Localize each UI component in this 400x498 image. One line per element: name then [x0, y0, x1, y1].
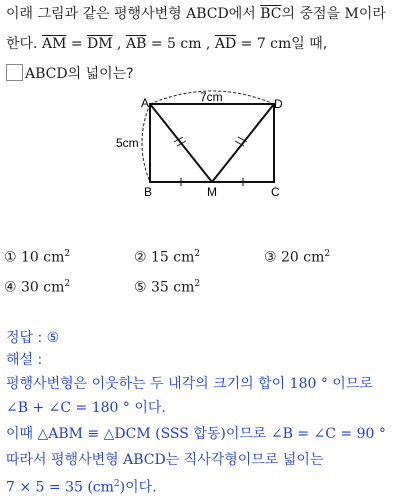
choice-value: 15 cm [151, 249, 195, 266]
explanation-line-1 [6, 374, 373, 394]
vertex-label-c: C [271, 185, 280, 199]
choice-1[interactable] [4, 244, 70, 268]
choice-value: 10 cm [21, 249, 65, 266]
rectangle-abcd [150, 104, 274, 182]
choice-number: ② [134, 249, 147, 266]
explanation-text: 이때 [6, 426, 38, 442]
segment-dm: $\overline{DM}$ [87, 36, 113, 52]
question-text: 이라 [358, 6, 386, 22]
choice-number: ⑤ [134, 279, 147, 296]
explanation-text: 이다. [125, 479, 157, 496]
question-text: 에서 [228, 6, 261, 22]
choice-number: ③ [264, 249, 277, 266]
explanation-line-3 [6, 424, 386, 444]
math-text: = 5 cm , [146, 36, 215, 52]
left-dimension-arc [142, 104, 150, 182]
segment-ab: $\overline{AB}$ [125, 36, 147, 52]
question-line-1 [6, 4, 386, 24]
math-text: ) [119, 479, 126, 496]
choice-value: 20 cm [281, 249, 325, 266]
answer-label: 정답 : ⑤ [6, 330, 60, 346]
explanation-text: 는 직사각형이므로 넓이는 [165, 452, 324, 468]
segment-dm-line [212, 104, 274, 182]
segment-ad: $\overline{AD}$ [214, 36, 237, 52]
choice-exponent: 2 [64, 249, 71, 259]
choice-4[interactable] [4, 274, 70, 298]
explanation-text: 따라서 평행사변형 [6, 452, 124, 468]
choice-exponent: 2 [194, 249, 201, 259]
math-text: ∠B + ∠C = 180 ° [6, 400, 130, 416]
math-text: , [112, 36, 126, 52]
choice-number: ① [4, 249, 17, 266]
math-abcd: ABCD [123, 452, 166, 468]
vertex-label-b: B [144, 185, 153, 199]
vertex-label-a: A [141, 96, 150, 110]
math-exponent: 2 [113, 479, 120, 489]
choice-exponent: 2 [194, 279, 201, 289]
math-m: M [344, 6, 359, 22]
vertex-label-d: D [274, 97, 283, 111]
choice-5[interactable] [134, 274, 200, 298]
segment-bc: $\overline{BC}$ [260, 6, 282, 22]
choice-value: 30 cm [21, 279, 65, 296]
explanation-line-4 [6, 450, 323, 470]
question-text: 의 넓이는? [67, 66, 134, 82]
explanation-line-2 [6, 398, 166, 418]
math-text: = 7 cm [236, 36, 292, 52]
question-text: 일 때, [291, 36, 328, 52]
segment-am: $\overline{AM}$ [41, 36, 67, 52]
explanation-text: 이다. [129, 400, 166, 416]
explanation-text: 평행사변형은 이웃하는 두 내각의 크기의 합이 [6, 376, 290, 392]
parallelogram-figure [110, 88, 300, 200]
explanation-text: 이므로 [225, 426, 271, 442]
choice-number: ④ [4, 279, 17, 296]
math-text: 7 × 5 = 35 (cm [6, 479, 114, 496]
question-line-3 [6, 64, 134, 84]
explanation-text: 이므로 [327, 376, 373, 392]
choice-3[interactable] [264, 244, 330, 268]
explanation-label: 해설 : [6, 352, 43, 368]
choice-value: 35 cm [151, 279, 195, 296]
choice-2[interactable] [134, 244, 200, 268]
choice-exponent: 2 [64, 279, 71, 289]
dimension-label-7cm: 7cm [200, 90, 223, 104]
question-text: 한다. [6, 36, 42, 52]
choice-exponent: 2 [324, 249, 331, 259]
dimension-label-5cm: 5cm [116, 136, 139, 150]
answer-blank-box [6, 64, 23, 81]
math-abcd: ABCD [186, 6, 229, 22]
math-text: ∠B = ∠C = 90 ° [270, 426, 386, 442]
question-text: 의 중점을 [281, 6, 345, 22]
math-text: △ABM ≡ △DCM (SSS [37, 426, 194, 442]
double-tick-am-2 [177, 141, 186, 146]
math-text: = [66, 36, 88, 52]
vertex-label-m: M [207, 185, 217, 199]
question-line-2 [6, 34, 327, 54]
math-abcd: ABCD [25, 66, 68, 82]
segment-am-line [150, 104, 212, 182]
explanation-text: 합동 [193, 426, 221, 442]
question-text: 이래 그림과 같은 평행사변형 [6, 6, 187, 22]
math-text: ) [220, 426, 226, 442]
math-text: 180 ° [289, 376, 328, 392]
explanation-line-5 [6, 474, 157, 498]
